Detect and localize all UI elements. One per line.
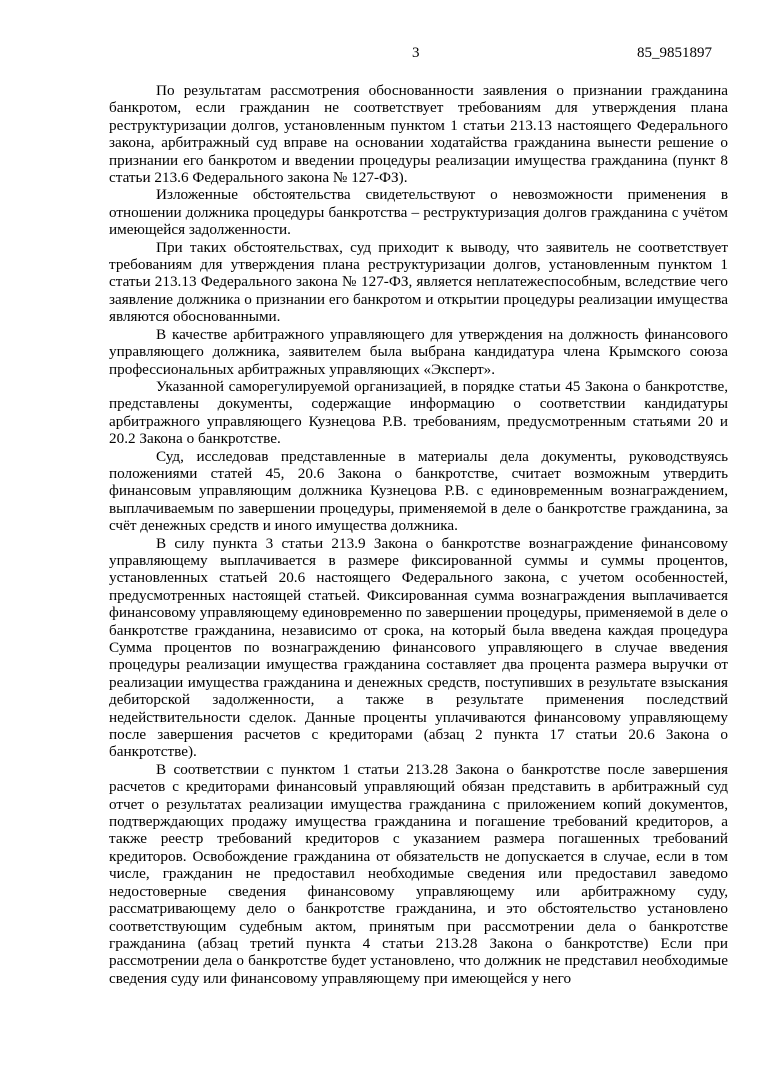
paragraph: Изложенные обстоятельства свидетельствуют о невозможности применения в отношении должника процедуры банкротства – реструктуризация долгов гражданина с учётом имеющейся задолженности.	[109, 186, 728, 239]
paragraph: В силу пункта 3 статьи 213.9 Закона о банкротстве вознаграждение финансовому управляющему выплачивается в размере фиксированной суммы и суммы процентов, установленных статьей 20.6 настоящего Федерального закона, с учетом особенностей, предусмотренных настоящей статьей. Фиксированная сумма вознаграждения выплачивается финансовому управляющему единовременно по завершении процедуры, применяемой в деле о банкротстве гражданина, независимо от срока, на который была введена каждая процедура Сумма процентов по вознаграждению финансового управляющего в случае введения процедуры реализации имущества гражданина составляет два процента размера выручки от реализации имущества гражданина и денежных средств, поступивших в результате взыскания дебиторской задолженности, а также в результате применения последствий недействительности сделок. Данные проценты уплачиваются финансовому управляющему после завершения расчетов с кредиторами (абзац 2 пункта 17 статьи 20.6 Закона о банкротстве).	[109, 534, 728, 761]
paragraph: В соответствии с пунктом 1 статьи 213.28 Закона о банкротстве после завершения расчетов с кредиторами финансовый управляющий обязан представить в арбитражный суд отчет о результатах реализации имущества гражданина с приложением копий документов, подтверждающих продажу имущества гражданина и погашение требований кредиторов, а также реестр требований кредиторов с указанием размера погашенных требований кредиторов. Освобождение гражданина от обязательств не допускается в случае, если в том числе, гражданин не предоставил необходимые сведения или предоставил заведомо недостоверные сведения финансовому управляющему или арбитражному суду, рассматривающему дело о банкротстве гражданина, и это обстоятельство установлено соответствующим судебным актом, принятым при рассмотрении дела о банкротстве гражданина (абзац третий пункта 4 статьи 213.28 Закона о банкротстве) Если при рассмотрении дела о банкротстве будет установлено, что должник не представил необходимые сведения суду или финансовому управляющему при имеющейся у него	[109, 760, 728, 987]
paragraph: При таких обстоятельствах, суд приходит к выводу, что заявитель не соответствует требованиям для утверждения плана реструктуризации долгов, установленным пунктом 1 статьи 213.13 Федерального закона № 127-ФЗ, является неплатежеспособным, вследствие чего заявление должника о признании его банкротом и открытии процедуры реализации имущества являются обоснованными.	[109, 238, 728, 326]
document-body	[109, 82, 728, 987]
page-number: 3	[412, 45, 420, 61]
case-number: 85_9851897	[637, 45, 712, 61]
paragraph: По результатам рассмотрения обоснованности заявления о признании гражданина банкротом, если гражданин не соответствует требованиям для утверждения плана реструктуризации долгов, установленным пунктом 1 статьи 213.13 настоящего Федерального закона, арбитражный суд вправе на основании ходатайства гражданина вынести решение о признании его банкротом и введении процедуры реализации имущества гражданина (пункт 8 статьи 213.6 Федерального закона № 127-ФЗ).	[109, 82, 728, 187]
paragraph: Указанной саморегулируемой организацией, в порядке статьи 45 Закона о банкротстве, представлены документы, содержащие информацию о соответствии кандидатуры арбитражного управляющего Кузнецова Р.В. требованиям, предусмотренным статьями 20 и 20.2 Закона о банкротстве.	[109, 377, 728, 448]
paragraph: В качестве арбитражного управляющего для утверждения на должность финансового управляющего должника, заявителем была выбрана кандидатура члена Крымского союза профессиональных арбитражных управляющих «Эксперт».	[109, 325, 728, 378]
paragraph: Суд, исследовав представленные в материалы дела документы, руководствуясь положениями статей 45, 20.6 Закона о банкротстве, считает возможным утвердить финансовым управляющим должника Кузнецова Р.В. с единовременным вознаграждением, выплачиваемым по завершении процедуры, применяемой в деле о банкротстве гражданина, за счёт денежных средств и иного имущества должника.	[109, 447, 728, 535]
